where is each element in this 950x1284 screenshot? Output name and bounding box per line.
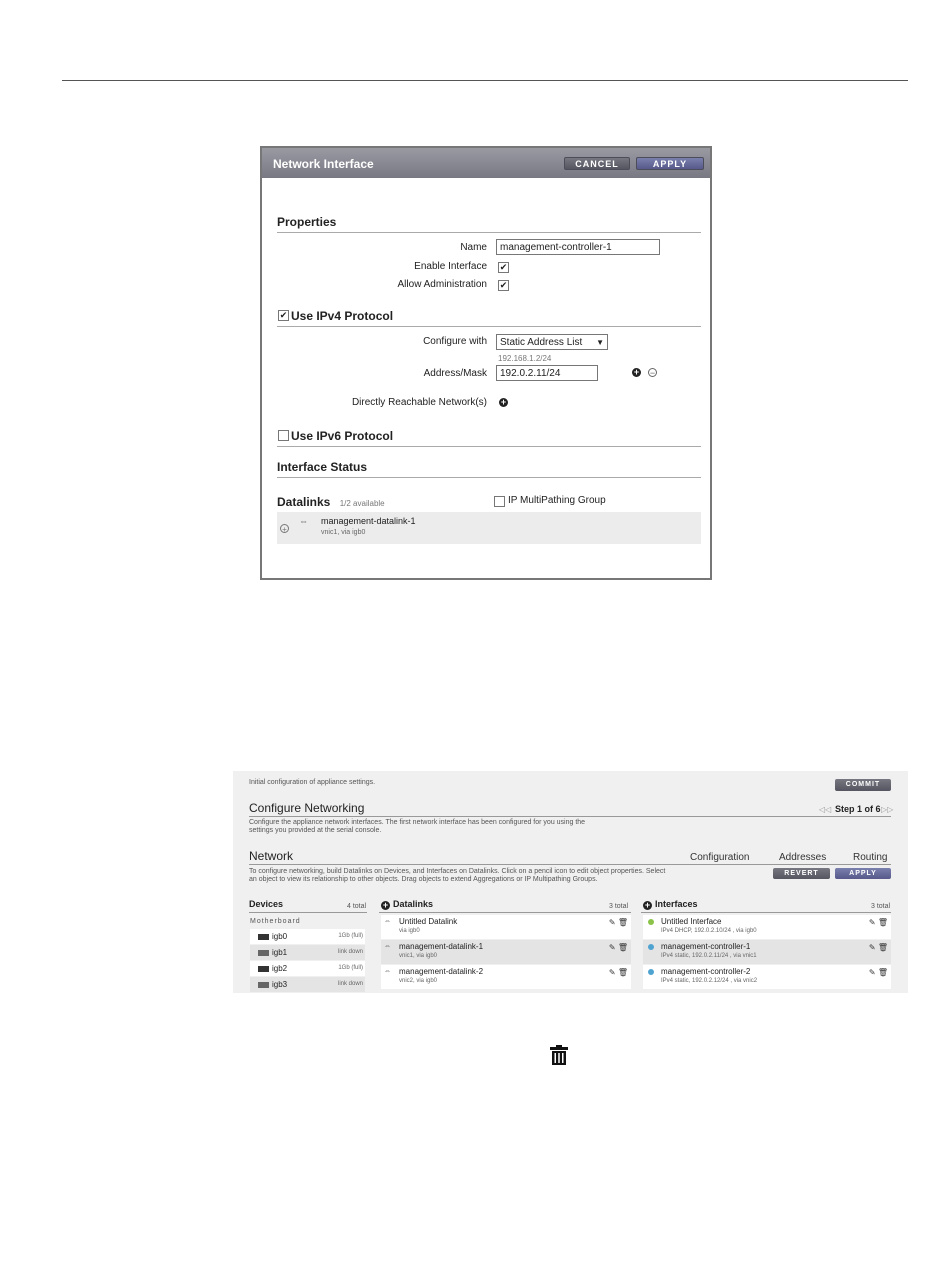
device-status: 1Gb (full)	[338, 965, 363, 971]
status-dot-icon	[648, 969, 654, 975]
trash-icon	[548, 1044, 570, 1066]
reachable-networks-label: Directly Reachable Network(s)	[351, 397, 487, 408]
edit-pencil-icon[interactable]: ✎	[608, 968, 616, 977]
edit-pencil-icon[interactable]: ✎	[608, 918, 616, 927]
interface-card[interactable]	[643, 965, 891, 989]
address-mask-input[interactable]: 192.0.2.11/24	[496, 365, 598, 381]
interfaces-heading: Interfaces	[655, 899, 698, 909]
devices-rule	[249, 912, 367, 913]
datalinks-total: 3 total	[609, 903, 629, 910]
trash-icon[interactable]: 🗑	[877, 968, 888, 977]
datalink-item-name: management-datalink-1	[321, 516, 416, 526]
interface-card-sub: IPv4 DHCP, 192.0.2.10/24 , via igb0	[661, 928, 757, 934]
datalink-item-sub: vnic1, via igb0	[321, 529, 366, 536]
interface-card-sub: IPv4 static, 192.0.2.11/24 , via vnic1	[661, 953, 757, 959]
interfaces-rule	[641, 912, 891, 913]
datalink-arrow-icon: ⇔	[384, 943, 391, 950]
add-address-icon[interactable]: +	[633, 367, 640, 377]
status-dot-icon	[648, 944, 654, 950]
device-row[interactable]	[250, 961, 365, 976]
revert-button[interactable]: REVERT	[773, 868, 830, 879]
interface-card-name: management-controller-2	[661, 967, 751, 976]
devices-total: 4 total	[347, 903, 367, 910]
datalink-card-sub: via igb0	[399, 928, 420, 934]
network-interface-dialog	[260, 146, 712, 580]
commit-button[interactable]: COMMIT	[835, 779, 891, 791]
datalinks-heading	[277, 495, 701, 512]
desc-line-1: Configure the appliance network interfaces. The first network interface has been configured for you using the	[249, 819, 586, 826]
datalink-arrow-icon: ⇔	[384, 968, 391, 975]
ipmp-checkbox[interactable]	[494, 496, 505, 507]
expand-icon[interactable]: +	[280, 524, 289, 533]
enable-interface-checkbox[interactable]: ✔	[499, 262, 508, 272]
top-note: Initial configuration of appliance settings.	[249, 779, 376, 786]
device-name: igb0	[272, 932, 288, 941]
datalink-card-name: Untitled Datalink	[399, 917, 458, 926]
status-dot-icon	[648, 919, 654, 925]
network-rule	[249, 864, 891, 865]
device-row[interactable]	[250, 977, 365, 992]
interface-card[interactable]	[643, 915, 891, 939]
device-status: link down	[337, 981, 363, 987]
edit-pencil-icon[interactable]: ✎	[608, 943, 616, 952]
interface-card-sub: IPv4 static, 192.0.2.12/24 , via vnic2	[661, 978, 758, 984]
use-ipv4-checkbox[interactable]: ✔	[279, 310, 288, 320]
allow-administration-checkbox[interactable]: ✔	[499, 280, 508, 290]
chevron-down-icon: ▼	[596, 338, 604, 347]
step-indicator: Step 1 of 6	[835, 804, 881, 814]
enable-interface-label: Enable Interface	[414, 261, 487, 272]
device-port-icon	[258, 950, 269, 956]
tab-addresses[interactable]: Addresses	[779, 852, 827, 863]
address-hint: 192.168.1.2/24	[498, 354, 552, 363]
edit-pencil-icon[interactable]: ✎	[868, 968, 876, 977]
network-apply-button[interactable]: APPLY	[835, 868, 891, 879]
cancel-button[interactable]: CANCEL	[564, 157, 630, 170]
datalinks-col-heading: Datalinks	[393, 899, 434, 909]
desc-line-2: settings you provided at the serial console.	[249, 827, 382, 834]
device-status: link down	[337, 949, 363, 955]
device-status: 1Gb (full)	[338, 933, 363, 939]
page-title: Configure Networking	[249, 801, 365, 815]
address-mask-label: Address/Mask	[423, 368, 487, 379]
device-name: igb3	[272, 980, 288, 989]
interfaces-total: 3 total	[871, 903, 891, 910]
prev-step-icon[interactable]: ◁◁	[819, 805, 832, 814]
allow-administration-label: Allow Administration	[397, 279, 487, 290]
datalink-card-sub: vnic2, via igb0	[399, 978, 438, 984]
dialog-header	[262, 148, 710, 178]
title-rule	[249, 816, 891, 817]
device-name: igb2	[272, 964, 288, 973]
device-row[interactable]	[250, 929, 365, 944]
trash-icon[interactable]: 🗑	[877, 943, 888, 952]
next-step-icon[interactable]: ▷▷	[881, 805, 894, 814]
interface-card[interactable]	[643, 940, 891, 964]
interface-status-heading: Interface Status	[277, 460, 701, 478]
configure-networking-panel	[233, 771, 908, 993]
datalink-card-sub: vnic1, via igb0	[399, 953, 438, 959]
edit-pencil-icon[interactable]: ✎	[868, 918, 876, 927]
datalinks-available: 1/2 available	[339, 499, 385, 508]
configure-with-value: Static Address List	[500, 337, 583, 348]
datalink-arrow-icon: ⇔	[384, 918, 391, 925]
interface-card-name: management-controller-1	[661, 942, 751, 951]
datalink-card-name: management-datalink-2	[399, 967, 484, 976]
interface-card-name: Untitled Interface	[661, 917, 722, 926]
datalinks-rule	[379, 912, 631, 913]
device-port-icon	[258, 966, 269, 972]
trash-icon[interactable]: 🗑	[877, 918, 888, 927]
motherboard-label: Motherboard	[250, 918, 301, 925]
trash-icon[interactable]: 🗑	[617, 943, 628, 952]
add-interface-icon[interactable]: +	[644, 900, 651, 910]
configure-with-select[interactable]	[496, 334, 608, 350]
name-label: Name	[460, 242, 487, 253]
page-top-rule	[62, 80, 908, 81]
name-input[interactable]: management-controller-1	[496, 239, 660, 255]
device-port-icon	[258, 982, 269, 988]
add-network-icon[interactable]: +	[500, 397, 507, 407]
add-datalink-icon[interactable]: +	[382, 900, 389, 910]
tab-configuration[interactable]: Configuration	[690, 852, 750, 863]
device-port-icon	[258, 934, 269, 940]
ipmp-label: IP MultiPathing Group	[508, 495, 606, 506]
tab-routing[interactable]: Routing	[853, 852, 888, 863]
properties-heading: Properties	[277, 215, 701, 233]
device-name: igb1	[272, 948, 288, 957]
device-row[interactable]	[250, 945, 365, 960]
edit-pencil-icon[interactable]: ✎	[868, 943, 876, 952]
dialog-title: Network Interface	[273, 157, 374, 171]
trash-icon[interactable]: 🗑	[617, 918, 628, 927]
datalink-row[interactable]	[277, 512, 701, 544]
datalink-card[interactable]	[381, 915, 631, 939]
datalinks-title: Datalinks	[277, 495, 331, 509]
datalink-card[interactable]	[381, 965, 631, 989]
datalink-arrow-icon: ⇔	[299, 516, 308, 526]
help-line-1: To configure networking, build Datalinks on Devices, and Interfaces on Datalinks. Click on a pencil icon to edit object properties. Select	[249, 868, 666, 875]
network-title: Network	[249, 849, 294, 863]
use-ipv6-heading: Use IPv6 Protocol	[277, 429, 701, 447]
remove-address-icon[interactable]: −	[649, 368, 656, 378]
devices-heading: Devices	[249, 899, 284, 909]
datalink-card-name: management-datalink-1	[399, 942, 484, 951]
datalink-card[interactable]	[381, 940, 631, 964]
use-ipv4-heading: Use IPv4 Protocol	[277, 309, 701, 327]
configure-with-label: Configure with	[423, 336, 487, 347]
trash-icon[interactable]: 🗑	[617, 968, 628, 977]
help-line-2: an object to view its relationship to other objects. Drag objects to extend Aggregations or IP Multipathing Groups.	[249, 876, 598, 883]
apply-button[interactable]: APPLY	[636, 157, 704, 170]
